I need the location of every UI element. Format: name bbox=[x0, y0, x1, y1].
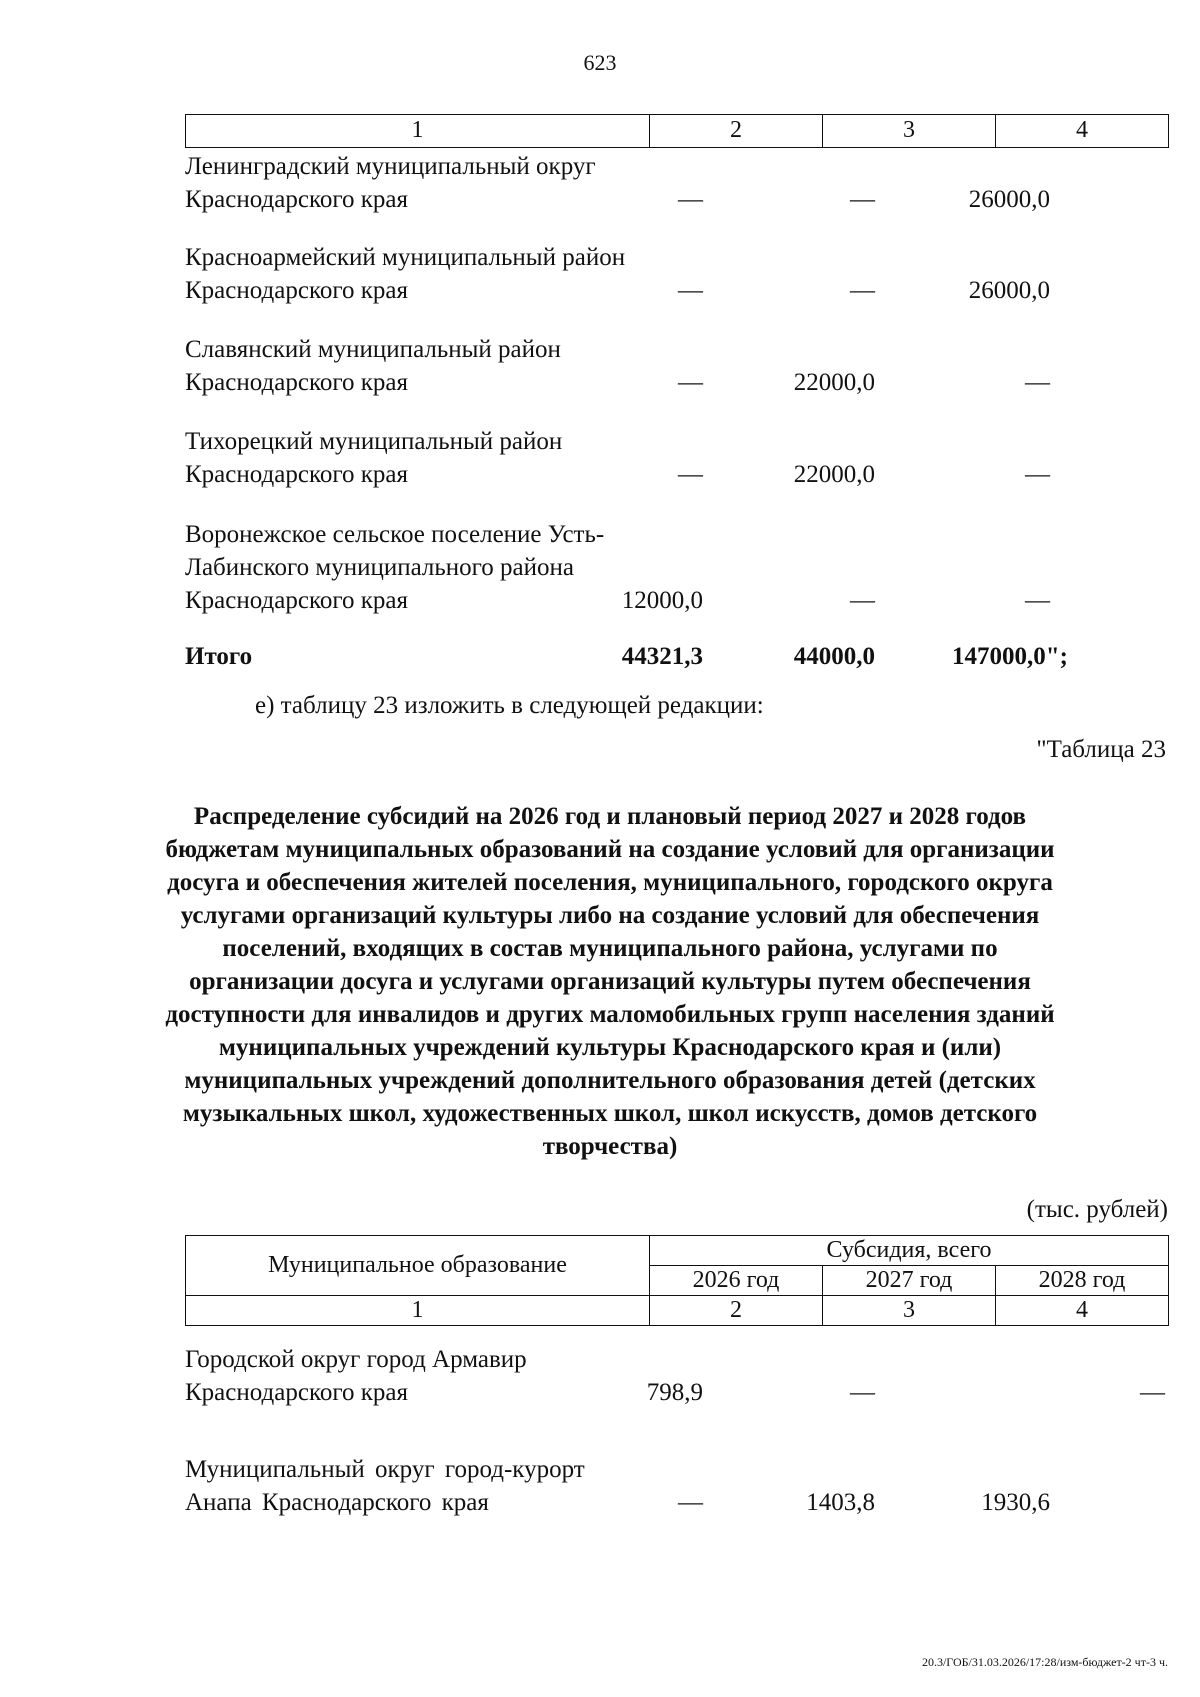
column-number-3: 3 bbox=[823, 1296, 996, 1326]
column-number-4: 4 bbox=[996, 115, 1169, 148]
table-row bbox=[185, 150, 1165, 216]
year-2027-header: 2027 год bbox=[823, 1266, 996, 1296]
top-table-header bbox=[185, 114, 1169, 148]
row-name: Муниципальный округ город-курорт Анапа Краснодарского края bbox=[185, 1456, 585, 1516]
row-name: Воронежское сельское поселение Усть-Лабинского муниципального района Краснодарского края bbox=[185, 521, 605, 614]
value-2027: — bbox=[850, 186, 875, 213]
row-name: Городской округ город Армавир Краснодарского края bbox=[185, 1346, 527, 1406]
value-2027: — bbox=[850, 587, 875, 614]
value-2028: — bbox=[1140, 1379, 1165, 1406]
year-2026-header: 2026 год bbox=[650, 1266, 823, 1296]
value-2027: — bbox=[850, 1379, 875, 1406]
table-row bbox=[185, 1453, 1165, 1519]
table-heading: Распределение субсидий на 2026 год и плановый период 2027 и 2028 годов бюджетам муниципальных образований на создание условий для организации досуга и обеспечения жителей поселения, муниципального, городского округа услугами организаций культуры либо на создание условий для обеспечения поселений, входящих в состав муниципального района, услугами по организации досуга и услугами организаций культуры путем обеспечения доступности для инвалидов и других маломобильных групп населения зданий муниципальных учреждений культуры Краснодарского края и (или) муниципальных учреждений дополнительного образования детей (детских музыкальных школ, художественных школ, школ искусств, домов детского творчества) bbox=[165, 803, 1055, 1160]
units-label: (тыс. рублей) bbox=[1026, 1196, 1168, 1223]
row-name: Ленинградский муниципальный округ Краснодарского края bbox=[185, 153, 596, 213]
page-number: 623 bbox=[583, 50, 617, 75]
table-row bbox=[185, 241, 1165, 307]
value-2028: — bbox=[1025, 369, 1050, 396]
row-name: Красноармейский муниципальный район Краснодарского края bbox=[185, 244, 626, 304]
bottom-table-header bbox=[185, 1235, 1169, 1326]
column-number-3: 3 bbox=[823, 115, 996, 148]
column-number-1: 1 bbox=[186, 115, 650, 148]
value-2028: 26000,0 bbox=[968, 277, 1050, 304]
value-2027: 1403,8 bbox=[806, 1489, 875, 1516]
total-label: Итого bbox=[185, 643, 253, 670]
table-row bbox=[185, 333, 1165, 399]
value-2028: 1930,6 bbox=[981, 1489, 1050, 1516]
value-2026: — bbox=[678, 1489, 703, 1516]
value-2028: 26000,0 bbox=[968, 186, 1050, 213]
table-row bbox=[185, 425, 1165, 491]
row-name: Тихорецкий муниципальный район Краснодарского края bbox=[185, 428, 563, 488]
table-label: "Таблица 23 bbox=[1036, 736, 1166, 763]
value-2027: — bbox=[850, 277, 875, 304]
value-2026: — bbox=[678, 277, 703, 304]
total-2028: 147000,0"; bbox=[952, 643, 1068, 670]
row-name: Славянский муниципальный район Краснодарского края bbox=[185, 336, 561, 396]
value-2027: 22000,0 bbox=[793, 369, 875, 396]
table-row bbox=[185, 1343, 1165, 1409]
value-2026: 798,9 bbox=[646, 1379, 703, 1406]
footer-code: 20.3/ГОБ/31.03.2026/17:28/изм-бюджет-2 чт-3 ч. bbox=[921, 1655, 1168, 1669]
total-2027: 44000,0 bbox=[793, 643, 875, 670]
value-2026: — bbox=[678, 186, 703, 213]
column-number-4: 4 bbox=[996, 1296, 1169, 1326]
year-2028-header: 2028 год bbox=[996, 1266, 1169, 1296]
table-row bbox=[185, 518, 1165, 617]
value-2026: — bbox=[678, 369, 703, 396]
value-2028: — bbox=[1025, 461, 1050, 488]
column-number-2: 2 bbox=[650, 115, 823, 148]
value-2026: — bbox=[678, 461, 703, 488]
total-row bbox=[185, 640, 1165, 673]
instruction-text: е) таблицу 23 изложить в следующей редакции: bbox=[255, 692, 764, 719]
value-2028: — bbox=[1025, 587, 1050, 614]
total-2026: 44321,3 bbox=[621, 643, 703, 670]
column-number-2: 2 bbox=[650, 1296, 823, 1326]
municipality-column-header: Муниципальное образование bbox=[186, 1236, 650, 1296]
value-2027: 22000,0 bbox=[793, 461, 875, 488]
subsidy-column-header: Субсидия, всего bbox=[650, 1236, 1169, 1266]
value-2026: 12000,0 bbox=[621, 587, 703, 614]
column-number-1: 1 bbox=[186, 1296, 650, 1326]
